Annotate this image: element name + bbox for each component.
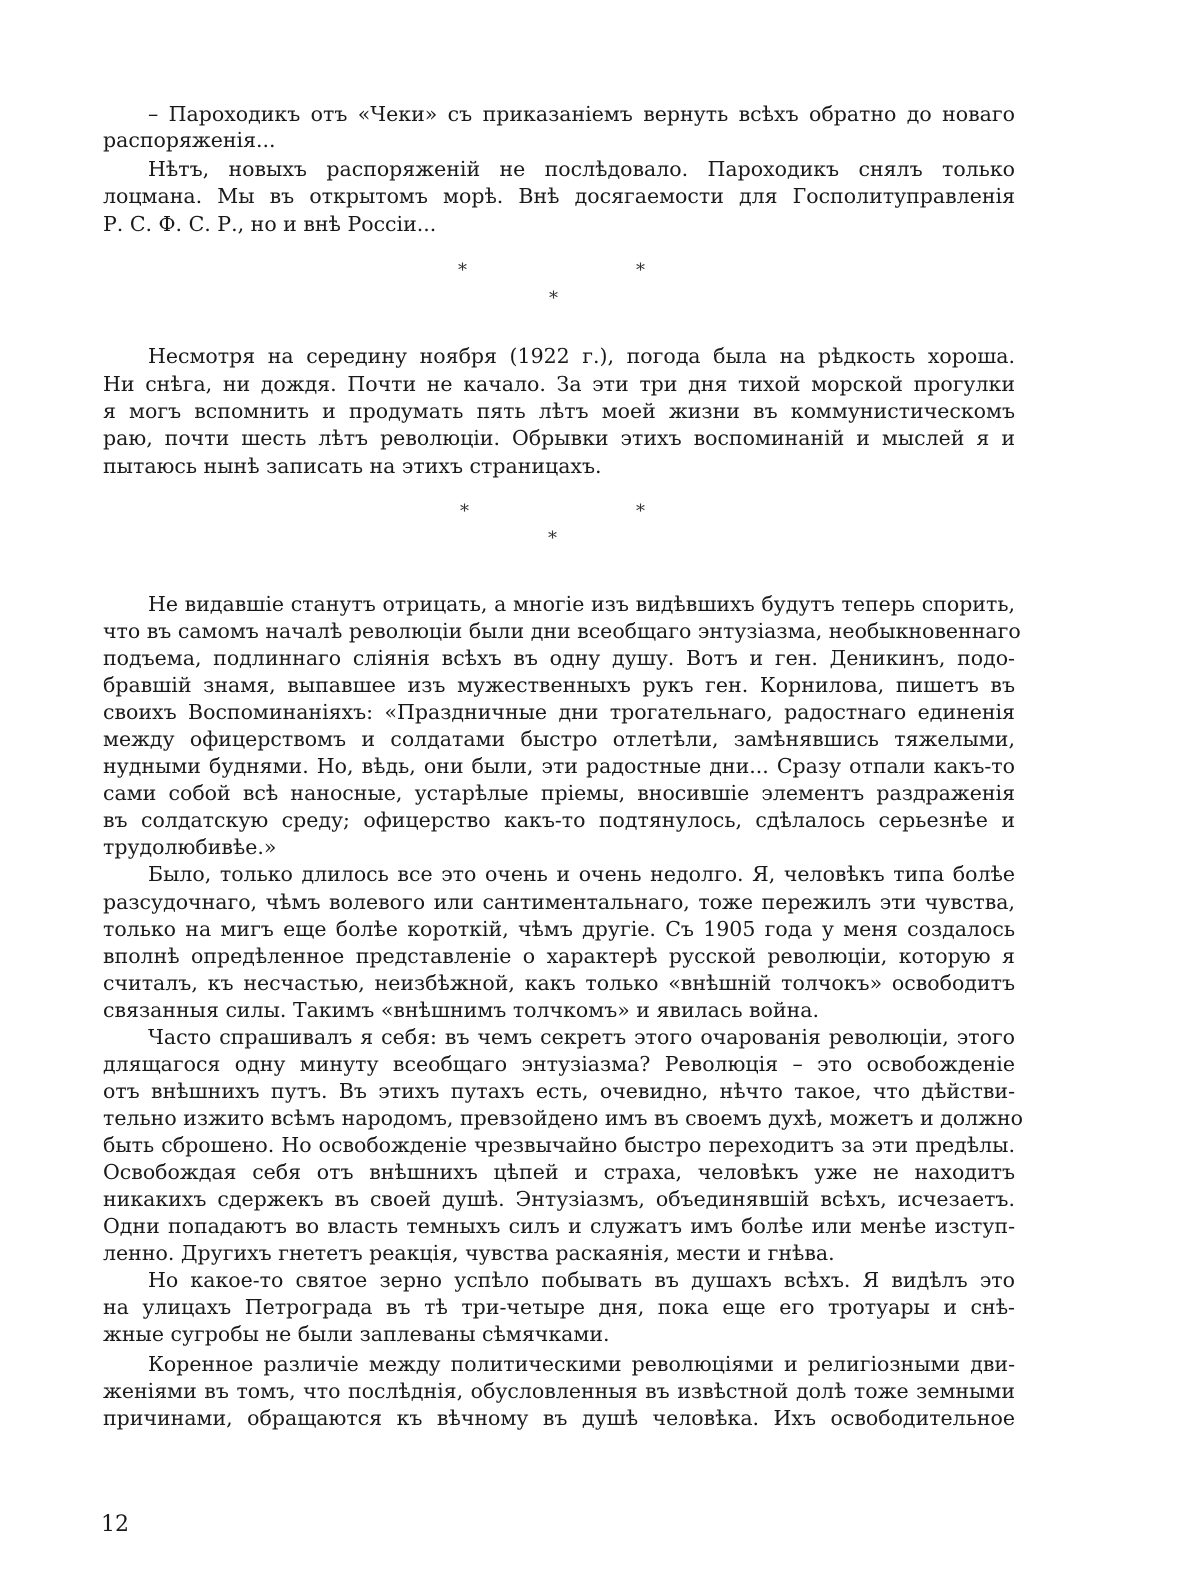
separator-star: *: [549, 288, 558, 309]
text-line: Несмотря на середину ноября (1922 г.), погода была на рѣдкость хороша.: [148, 344, 1015, 368]
text-line: причинами, обращаются къ вѣчному въ душѣ человѣка. Ихъ освободительное: [103, 1406, 1015, 1430]
text-line: длящагося одну минуту всеобщаго энтузіазма? Революція – это освобожденіе: [103, 1052, 1015, 1076]
text-line: отъ внѣшнихъ путъ. Въ этихъ путахъ есть, очевидно, нѣчто такое, что дѣйстви-: [103, 1079, 1015, 1103]
text-line: на улицахъ Петрограда въ тѣ три-четыре дня, пока еще его тротуары и снѣ-: [103, 1295, 1015, 1319]
separator-star: *: [458, 260, 467, 281]
text-line: въ солдатскую среду; офицерство какъ-то подтянулось, сдѣлалось серьезнѣе и: [103, 808, 1015, 832]
text-line: – Пароходикъ отъ «Чеки» съ приказаніемъ вернуть всѣхъ обратно до новаго: [148, 102, 1015, 126]
text-line: я могъ вспомнить и продумать пять лѣтъ моей жизни въ коммунистическомъ: [103, 399, 1015, 423]
text-line: жные сугробы не были заплеваны сѣмячками.: [103, 1322, 610, 1346]
text-line: трудолюбивѣе.»: [103, 835, 277, 859]
text-line: Ни снѣга, ни дождя. Почти не качало. За эти три дня тихой морской прогулки: [103, 372, 1015, 396]
text-line: ленно. Другихъ гнететъ реакція, чувства раскаянія, мести и гнѣва.: [103, 1241, 835, 1265]
text-line: между офицерствомъ и солдатами быстро отлетѣли, замѣнявшись тяжелыми,: [103, 727, 1015, 751]
text-line: лоцмана. Мы въ открытомъ морѣ. Внѣ досягаемости для Госполитуправленія: [103, 184, 1015, 208]
text-line: Освобождая себя отъ внѣшнихъ цѣпей и страха, человѣкъ уже не находитъ: [103, 1160, 1015, 1184]
text-line: разсудочнаго, чѣмъ волевого или сантиментальнаго, тоже пережилъ эти чувства,: [103, 890, 1015, 914]
text-line: распоряженія...: [103, 128, 276, 152]
text-line: Одни попадаютъ во власть темныхъ силъ и служатъ имъ болѣе или менѣе изступ-: [103, 1214, 1015, 1238]
text-line: только на мигъ еще болѣе короткій, чѣмъ другіе. Съ 1905 года у меня создалось: [103, 917, 1015, 941]
text-line: своихъ Воспоминаніяхъ: «Праздничные дни трогательнаго, радостнаго единенія: [103, 700, 1015, 724]
text-line: быть сброшено. Но освобожденіе чрезвычайно быстро переходитъ за эти предѣлы.: [103, 1133, 1015, 1157]
separator-star: *: [548, 528, 557, 549]
text-line: связанныя силы. Такимъ «внѣшнимъ толчкомъ» и явилась война.: [103, 998, 819, 1022]
text-line: бравшій знамя, выпавшее изъ мужественныхъ рукъ ген. Корнилова, пишетъ въ: [103, 673, 1015, 697]
text-line: никакихъ сдержекъ въ своей душѣ. Энтузіазмъ, объединявшій всѣхъ, исчезаетъ.: [103, 1187, 1015, 1211]
separator-star: *: [636, 260, 645, 281]
text-line: Коренное различіе между политическими революціями и религіозными дви-: [148, 1352, 1015, 1376]
text-line: что въ самомъ началѣ революціи были дни всеобщаго энтузіазма, необыкновеннаго: [103, 619, 1021, 643]
text-line: Но какое-то святое зерно успѣло побывать въ душахъ всѣхъ. Я видѣлъ это: [148, 1268, 1015, 1292]
separator-star: *: [636, 501, 645, 522]
text-line: Было, только длилось все это очень и очень недолго. Я, человѣкъ типа болѣе: [148, 862, 1015, 886]
text-line: тельно изжито всѣмъ народомъ, превзойдено имъ въ своемъ духѣ, можетъ и должно: [103, 1106, 1024, 1130]
text-line: Часто спрашивалъ я себя: въ чемъ секретъ этого очарованія революціи, этого: [148, 1025, 1015, 1049]
text-line: считалъ, къ несчастью, неизбѣжной, какъ только «внѣшній толчокъ» освободитъ: [103, 971, 1015, 995]
text-line: Нѣтъ, новыхъ распоряженій не послѣдовало. Пароходикъ снялъ только: [148, 157, 1015, 181]
page-number: 12: [101, 1512, 129, 1537]
text-line: женіями въ томъ, что послѣднія, обусловленныя въ извѣстной долѣ тоже земными: [103, 1379, 1015, 1403]
text-line: вполнѣ опредѣленное представленіе о характерѣ русской революціи, которую я: [103, 944, 1015, 968]
text-line: пытаюсь нынѣ записать на этихъ страницахъ.: [103, 454, 602, 478]
text-line: подъема, подлиннаго сліянія всѣхъ въ одну душу. Вотъ и ген. Деникинъ, подо-: [103, 646, 1015, 670]
text-line: Не видавшіе станутъ отрицать, а многіе изъ видѣвшихъ будутъ теперь спорить,: [148, 592, 1015, 616]
text-line: раю, почти шесть лѣтъ революціи. Обрывки этихъ воспоминаній и мыслей я и: [103, 426, 1015, 450]
text-line: нудными буднями. Но, вѣдь, они были, эти радостные дни... Сразу отпали какъ-то: [103, 754, 1015, 778]
text-line: Р. С. Ф. С. Р., но и внѣ Россіи...: [103, 212, 437, 236]
separator-star: *: [460, 501, 469, 522]
text-line: сами собой всѣ наносные, устарѣлые пріемы, вносившіе элементъ раздраженія: [103, 781, 1015, 805]
